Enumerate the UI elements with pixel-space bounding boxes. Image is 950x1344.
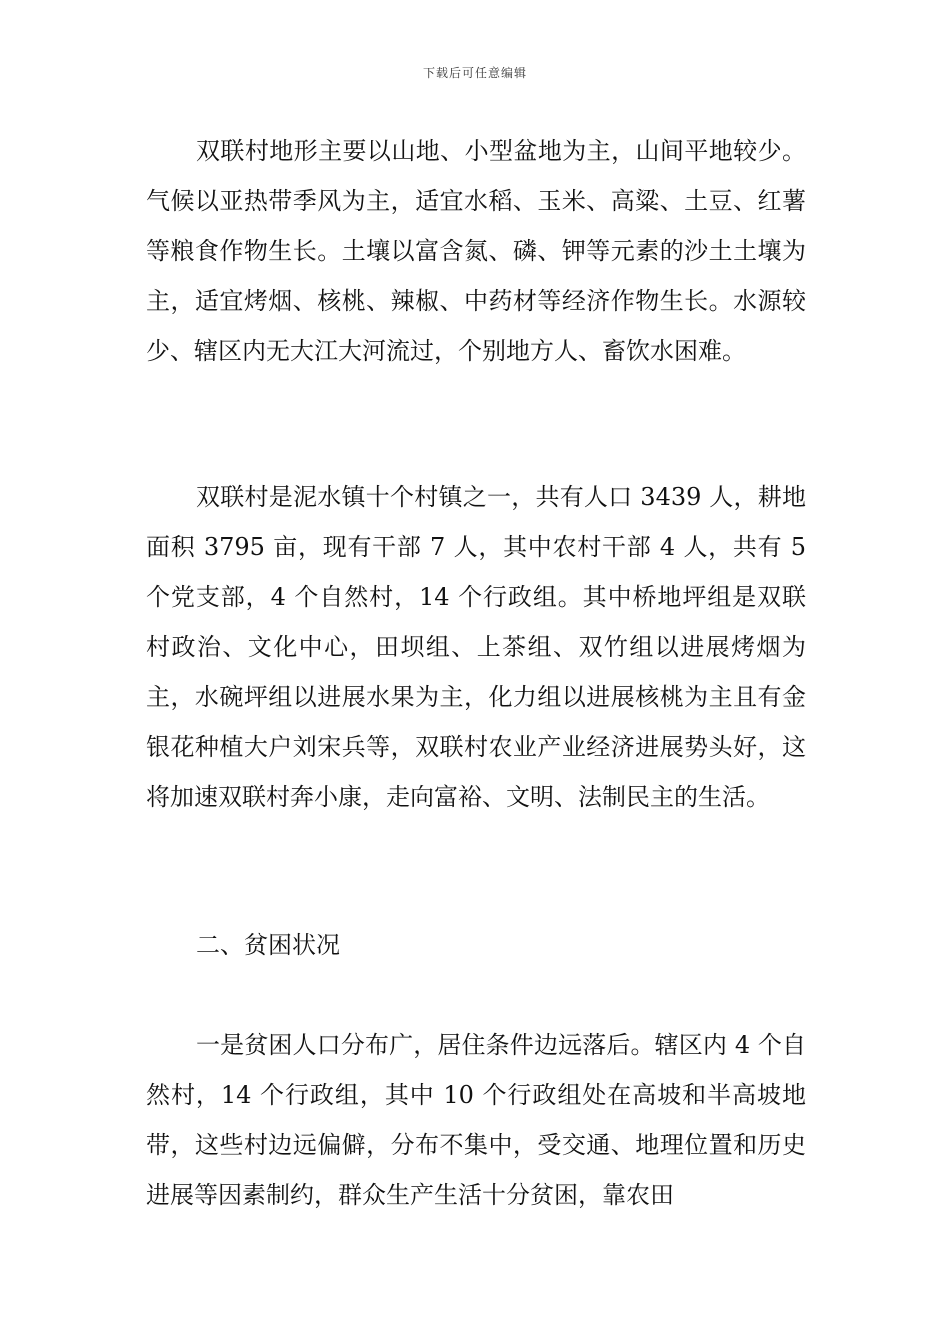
paragraph-village-overview: 双联村是泥水镇十个村镇之一，共有人口 3439 人，耕地面积 3795 亩，现有干部 7 人，其中农村干部 4 人，共有 5 个党支部，4 个自然村，14 个行政组。其中桥地坪组是双联村政治、文化中心，田坝组、上茶组、双竹组以进展烤烟为主，水碗坪组以进展水果为主，化力组以进展核桃为主且有金银花种植大户刘宋兵等，双联村农业产业经济进展势头好，这将加速双联村奔小康，走向富裕、文明、法制民主的生活。 [146,483,806,811]
paragraph-poverty-distribution: 一是贫困人口分布广，居住条件边远落后。辖区内 4 个自然村，14 个行政组，其中 10 个行政组处在高坡和半高坡地带，这些村边远偏僻，分布不集中，受交通、地理位置和历史进展等因素制约，群众生产生活十分贫困，靠农田 [146,1031,806,1209]
paragraph-terrain-climate: 双联村地形主要以山地、小型盆地为主，山间平地较少。气候以亚热带季风为主，适宜水稻、玉米、高粱、土豆、红薯等粮食作物生长。土壤以富含氮、磷、钾等元素的沙土土壤为主，适宜烤烟、核桃、辣椒、中药材等经济作物生长。水源较少、辖区内无大江大河流过，个别地方人、畜饮水困难。 [146,137,806,365]
page-header-note: 下载后可任意编辑 [422,66,527,80]
section-heading-poverty-status: 二、贫困状况 [196,931,340,959]
